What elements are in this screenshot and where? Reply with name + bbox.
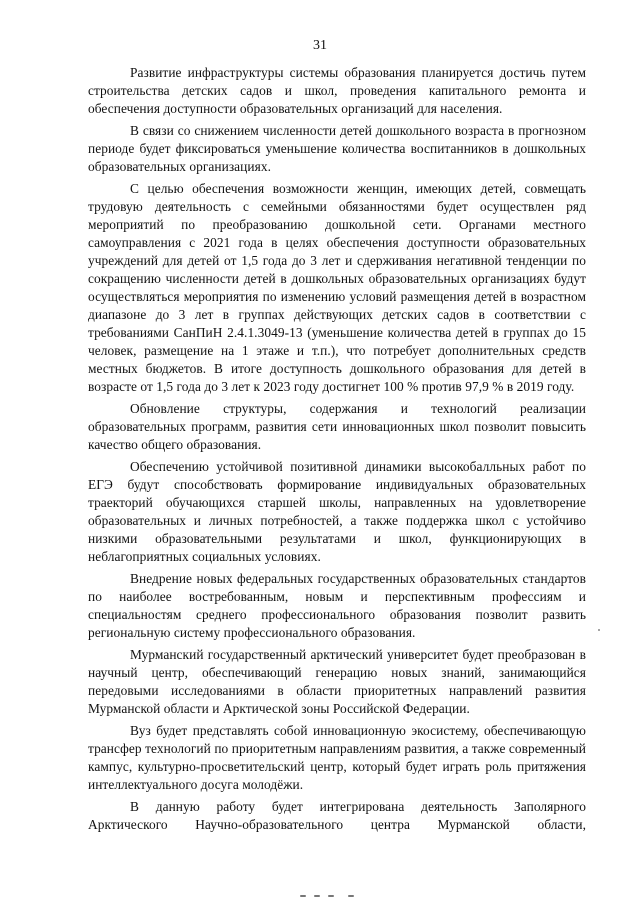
scan-speck xyxy=(598,629,600,631)
paragraph-research-center: В данную работу будет интегрирована деятельность Заполярного Арктического Научно-образовательного центра Мурманской области, xyxy=(88,799,586,832)
paragraph-vocational-standards: Внедрение новых федеральных государственных образовательных стандартов по наиболее востребованным, новым и перспективным профессиям и специальностям среднего профессионального образования позволит развить региональную систему профессионального образования. xyxy=(88,571,586,640)
page-number: 31 xyxy=(313,38,327,53)
body-text xyxy=(88,64,586,834)
paragraph-infrastructure: Развитие инфраструктуры системы образования планируется достичь путем строительства детских садов и школ, проведения капитального ремонта и обеспечения доступности образовательных организаций для населения. xyxy=(88,65,586,116)
paragraph-preschool-network: С целью обеспечения возможности женщин, имеющих детей, совмещать трудовую деятельность с семейными обязанностями будет осуществлен ряд мероприятий по преобразованию дошкольной сети. Органами местного самоуправления с 2021 года в целях обеспечения доступности образовательных учреждений для детей от 1,5 года до 3 лет и сдерживания негативной тенденции по сокращению численности детей в дошкольных образовательных организациях будут осуществляться мероприятия по изменению условий размещения детей в возрастном диапазоне до 3 лет в группах действующих детских садов в соответствии с требованиями СанПиН 2.4.1.3049-13 (уменьшение количества детей в группах до 15 человек, размещение на 1 этаже и т.п.), что потребует дополнительных средств местных бюджетов. В итоге доступность дошкольного образования для детей в возрасте от 1,5 года до 3 лет к 2023 году достигнет 100 % против 97,9 % в 2019 году. xyxy=(88,181,586,394)
paragraph-university-center: Мурманский государственный арктический университет будет преобразован в научный центр, обеспечивающий генерацию новых знаний, занимающийся передовыми исследованиями в области приоритетных направлений развития Мурманской области и Арктической зоны Российской Федерации. xyxy=(88,647,586,716)
scan-artifact xyxy=(300,895,370,899)
paragraph-program-update: Обновление структуры, содержания и технологий реализации образовательных программ, развития сети инновационных школ позволит повысить качество общего образования. xyxy=(88,401,586,452)
paragraph-exam-dynamics: Обеспечению устойчивой позитивной динамики высокобалльных работ по ЕГЭ будут способствовать формирование индивидуальных образовательных траекторий обучающихся старшей школы, направленных на удовлетворение образовательных и личных потребностей, а также поддержка школ с устойчиво низкими образовательными результатами и школ, функционирующих в неблагоприятных социальных условиях. xyxy=(88,459,586,564)
paragraph-preschool-decline: В связи со снижением численности детей дошкольного возраста в прогнозном периоде будет фиксироваться уменьшение количества воспитанников в дошкольных образовательных организациях. xyxy=(88,123,586,174)
paragraph-university-ecosystem: Вуз будет представлять собой инновационную экосистему, обеспечивающую трансфер технологий по приоритетным направлениям развития, а также современный кампус, культурно-просветительский центр, который будет играть роль притяжения интеллектуального досуга молодёжи. xyxy=(88,723,586,792)
